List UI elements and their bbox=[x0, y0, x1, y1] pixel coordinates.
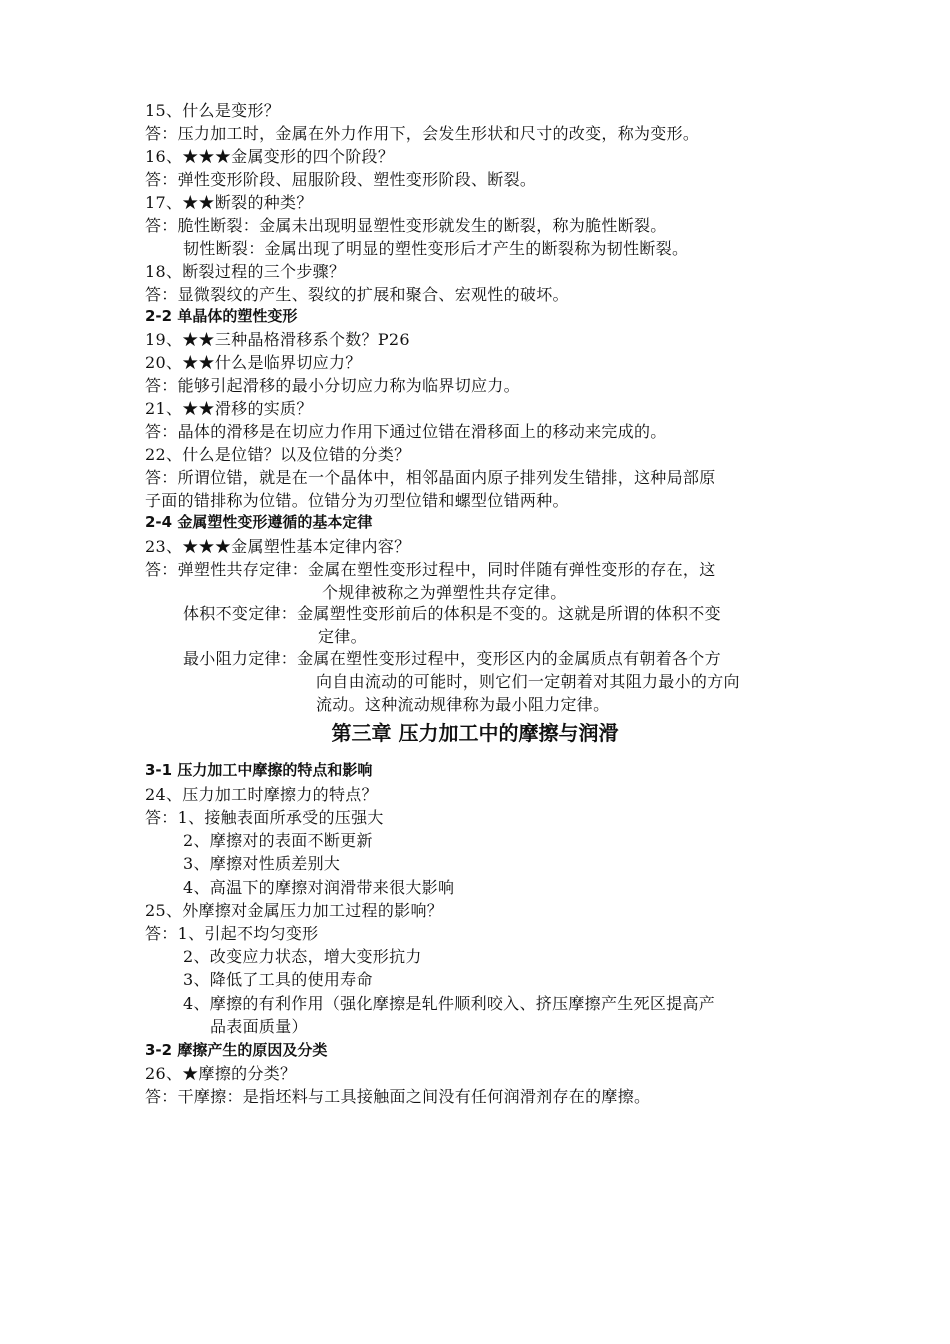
question-20: 20、★★什么是临界切应力？ bbox=[145, 353, 362, 372]
answer-24-item-1: 答：1、接触表面所承受的压强大 bbox=[145, 808, 384, 827]
answer-17-line-1: 答：脆性断裂：金属未出现明显塑性变形就发生的断裂，称为脆性断裂。 bbox=[145, 216, 667, 235]
chapter-title: 第三章 压力加工中的摩擦与润滑 bbox=[331, 721, 619, 745]
question-19: 19、★★三种晶格滑移系个数？P26 bbox=[145, 330, 410, 349]
question-21: 21、★★滑移的实质？ bbox=[145, 399, 313, 418]
answer-24-item-3: 3、摩擦对性质差别大 bbox=[183, 854, 341, 873]
section-heading-3-1: 3-1 压力加工中摩擦的特点和影响 bbox=[145, 761, 373, 779]
question-25: 25、外摩擦对金属压力加工过程的影响？ bbox=[145, 901, 444, 920]
question-17: 17、★★断裂的种类？ bbox=[145, 193, 313, 212]
question-16: 16、★★★金属变形的四个阶段？ bbox=[145, 147, 395, 166]
section-heading-2-2: 2-2 单晶体的塑性变形 bbox=[145, 307, 298, 325]
answer-16: 答：弹性变形阶段、屈服阶段、塑性变形阶段、断裂。 bbox=[145, 170, 537, 189]
answer-23-line-5: 最小阻力定律：金属在塑性变形过程中，变形区内的金属质点有朝着各个方 bbox=[183, 649, 721, 668]
answer-15: 答：压力加工时，金属在外力作用下，会发生形状和尺寸的改变，称为变形。 bbox=[145, 124, 700, 143]
answer-25-item-4-cont: 品表面质量） bbox=[210, 1017, 308, 1036]
answer-23-line-7: 流动。这种流动规律称为最小阻力定律。 bbox=[316, 695, 610, 714]
answer-23-line-1: 答：弹塑性共存定律：金属在塑性变形过程中，同时伴随有弹性变形的存在，这 bbox=[145, 560, 716, 579]
answer-24-item-4: 4、高温下的摩擦对润滑带来很大影响 bbox=[183, 878, 455, 897]
question-15: 15、什么是变形？ bbox=[145, 101, 281, 120]
answer-22-line-2: 子面的错排称为位错。位错分为刃型位错和螺型位错两种。 bbox=[145, 491, 569, 510]
answer-25-item-3: 3、降低了工具的使用寿命 bbox=[183, 970, 373, 989]
answer-25-item-2: 2、改变应力状态，增大变形抗力 bbox=[183, 947, 422, 966]
answer-24-item-2: 2、摩擦对的表面不断更新 bbox=[183, 831, 373, 850]
answer-23-line-6: 向自由流动的可能时，则它们一定朝着对其阻力最小的方向 bbox=[316, 672, 740, 691]
answer-20: 答：能够引起滑移的最小分切应力称为临界切应力。 bbox=[145, 376, 520, 395]
question-26: 26、★摩擦的分类？ bbox=[145, 1064, 297, 1083]
section-heading-3-2: 3-2 摩擦产生的原因及分类 bbox=[145, 1041, 328, 1059]
question-23: 23、★★★金属塑性基本定律内容？ bbox=[145, 537, 411, 556]
answer-25-item-1: 答：1、引起不均匀变形 bbox=[145, 924, 319, 943]
answer-22-line-1: 答：所谓位错，就是在一个晶体中，相邻晶面内原子排列发生错排，这种局部原 bbox=[145, 468, 716, 487]
question-18: 18、断裂过程的三个步骤？ bbox=[145, 262, 346, 281]
answer-23-line-3: 体积不变定律：金属塑性变形前后的体积是不变的。这就是所谓的体积不变 bbox=[183, 604, 721, 623]
answer-17-line-2: 韧性断裂：金属出现了明显的塑性变形后才产生的断裂称为韧性断裂。 bbox=[183, 239, 689, 258]
answer-23-line-2: 个规律被称之为弹塑性共存定律。 bbox=[322, 583, 567, 602]
answer-25-item-4: 4、摩擦的有利作用（强化摩擦是轧件顺利咬入、挤压摩擦产生死区提高产 bbox=[183, 994, 716, 1013]
answer-23-line-4: 定律。 bbox=[318, 627, 367, 646]
question-22: 22、什么是位错？以及位错的分类？ bbox=[145, 445, 411, 464]
section-heading-2-4: 2-4 金属塑性变形遵循的基本定律 bbox=[145, 513, 373, 531]
answer-26: 答：干摩擦：是指坯料与工具接触面之间没有任何润滑剂存在的摩擦。 bbox=[145, 1087, 651, 1106]
answer-18: 答：显微裂纹的产生、裂纹的扩展和聚合、宏观性的破坏。 bbox=[145, 285, 569, 304]
question-24: 24、压力加工时摩擦力的特点？ bbox=[145, 785, 378, 804]
answer-21: 答：晶体的滑移是在切应力作用下通过位错在滑移面上的移动来完成的。 bbox=[145, 422, 667, 441]
